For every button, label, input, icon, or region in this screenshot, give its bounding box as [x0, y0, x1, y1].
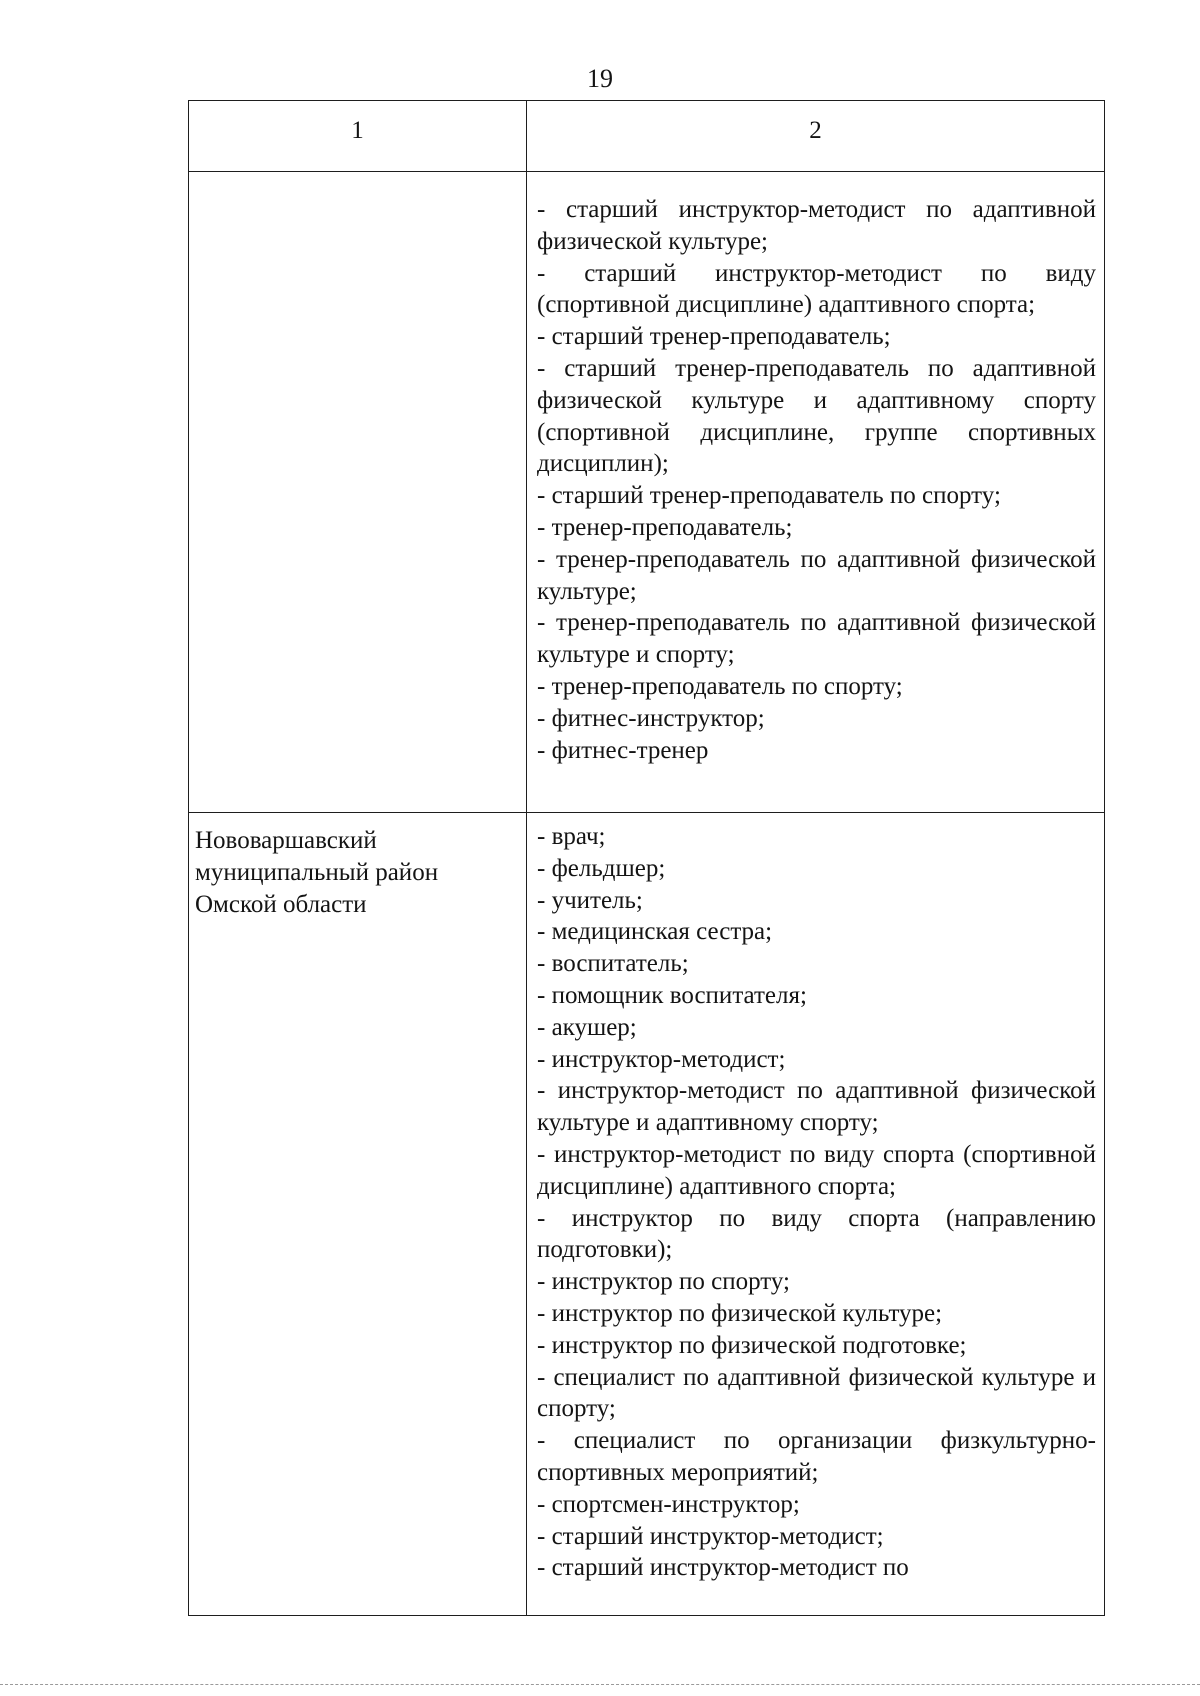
list-item: - инструктор-методист по виду спорта (спортивной дисциплине) адаптивного спорта; [537, 1140, 1096, 1200]
list-item: - учитель; [537, 886, 643, 914]
list-item: - инструктор-методист по адаптивной физической культуре и адаптивному спорту; [537, 1077, 1096, 1137]
column-header-1: 1 [189, 101, 527, 172]
list-item: - специалист по адаптивной физической культуре и спорту; [537, 1363, 1096, 1423]
list-item: - инструктор по физической культуре; [537, 1299, 943, 1327]
list-item: - инструктор по спорту; [537, 1268, 790, 1296]
list-item: - старший тренер-преподаватель по спорту; [537, 482, 1001, 510]
positions-cell [527, 813, 1105, 1616]
list-item: - фельдшер; [537, 854, 666, 882]
district-cell [189, 172, 527, 813]
scan-edge-line [0, 1684, 1200, 1685]
list-item: - фитнес-тренер [537, 736, 709, 764]
list-item: - медицинская сестра; [537, 918, 773, 946]
list-item: - помощник воспитателя; [537, 981, 807, 1009]
page-number: 19 [587, 64, 613, 93]
list-item: - старший тренер-преподаватель по адаптивной физической культуре и адаптивному спорту (спортивной дисциплине, группе спортивных дисциплин); [537, 354, 1096, 478]
list-item: - специалист по организации физкультурно-спортивных мероприятий; [537, 1427, 1096, 1486]
list-item: - спортсмен-инструктор; [537, 1490, 800, 1518]
table-row [189, 813, 1105, 1616]
list-item: - тренер-преподаватель по адаптивной физической культуре; [537, 545, 1096, 605]
positions-table [188, 100, 1105, 1616]
column-header-2: 2 [527, 101, 1105, 172]
list-item: - старший инструктор-методист; [537, 1522, 884, 1550]
positions-cell [527, 172, 1105, 813]
list-item: - старший инструктор-методист по виду (спортивной дисциплине) адаптивного спорта; [537, 259, 1096, 319]
list-item: - тренер-преподаватель по адаптивной физической культуре и спорту; [537, 609, 1096, 669]
list-item: - воспитатель; [537, 950, 689, 978]
list-item: - инструктор по виду спорта (направлению подготовки); [537, 1204, 1096, 1264]
list-item: - акушер; [537, 1013, 637, 1041]
list-item: - тренер-преподаватель по спорту; [537, 672, 903, 700]
district-cell: Нововаршавский муниципальный район Омской области [189, 813, 527, 1616]
list-item: - старший тренер-преподаватель; [537, 323, 891, 351]
table-row [189, 172, 1105, 813]
list-item: - старший инструктор-методист по адаптивной физической культуре; [537, 196, 1096, 255]
list-item: - тренер-преподаватель; [537, 513, 793, 541]
table-header-row [189, 101, 1105, 172]
list-item: - фитнес-инструктор; [537, 704, 765, 732]
list-item: - инструктор-методист; [537, 1045, 786, 1073]
list-item: - инструктор по физической подготовке; [537, 1331, 967, 1359]
list-item: - врач; [537, 823, 606, 850]
list-item: - старший инструктор-методист по [537, 1554, 909, 1582]
